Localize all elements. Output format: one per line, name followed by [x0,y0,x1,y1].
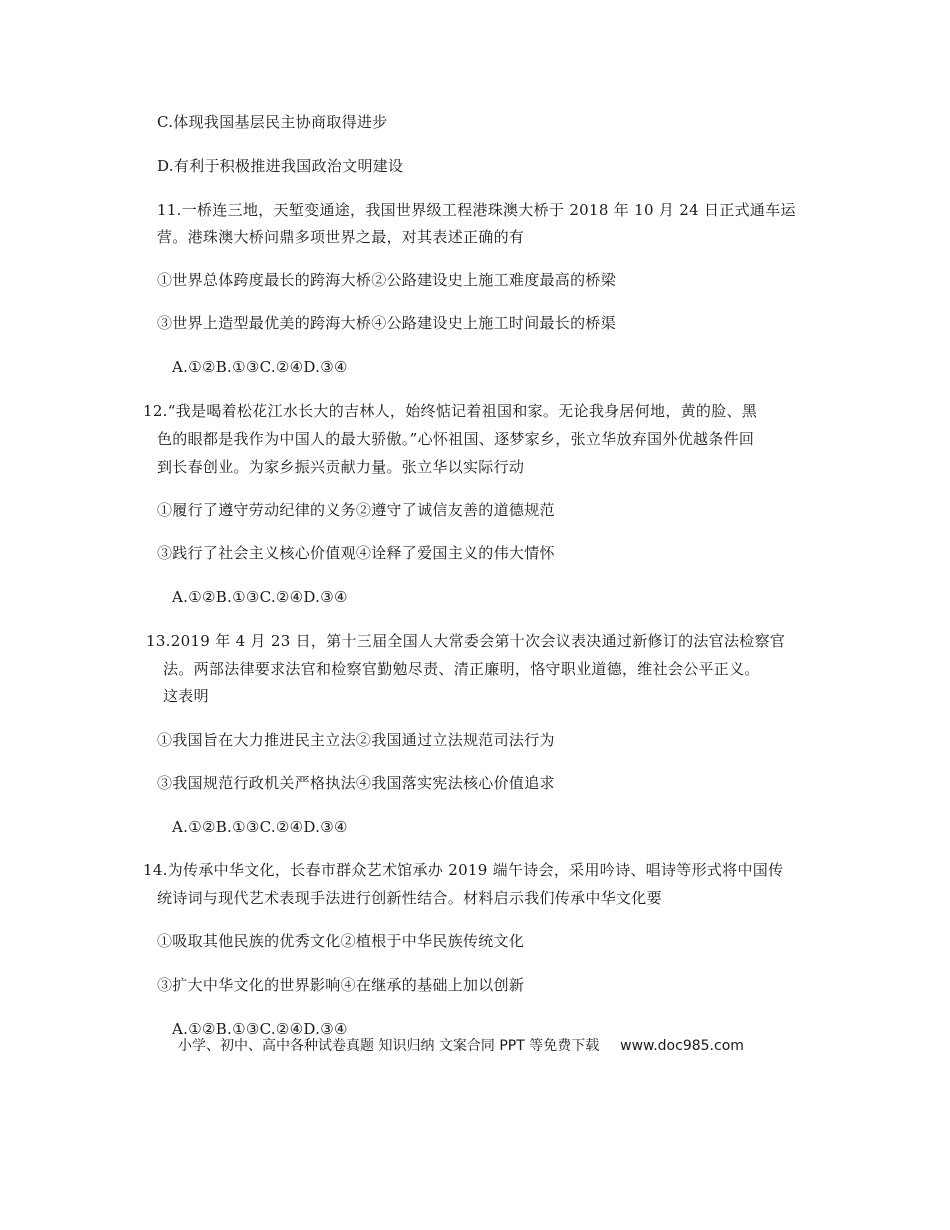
q13-stem-line-3: 这表明 [163,687,209,705]
q12-answer-options: A.①②B.①③C.②④D.③④ [172,588,348,606]
footer-url[interactable]: www.doc985.com [620,1038,744,1054]
q11-stem-line-1: 11.一桥连三地，天堑变通途，我国世界级工程港珠澳大桥于 2018 年 10 月 24 日正式通车运 [157,201,796,219]
q14-stem-line-2: 统诗词与现代艺术表现手法进行创新性结合。材料启示我们传承中华文化要 [157,889,662,907]
q11-statements-1-2: ①世界总体跨度最长的跨海大桥②公路建设史上施工难度最高的桥梁 [157,271,617,289]
q12-stem-line-3: 到长春创业。为家乡振兴贡献力量。张立华以实际行动 [157,458,525,476]
q10-option-c: C.体现我国基层民主协商取得进步 [157,113,388,131]
q14-answer-options: A.①②B.①③C.②④D.③④ [172,1020,348,1038]
q13-answer-options: A.①②B.①③C.②④D.③④ [172,818,348,836]
q12-stem-line-1: 12.“我是喝着松花江水长大的吉林人，始终惦记着祖国和家。无论我身居何地，黄的脸、黑 [143,402,758,420]
footer-banner [178,1036,744,1056]
q14-statements-1-2: ①吸取其他民族的优秀文化②植根于中华民族传统文化 [157,932,525,950]
q12-stem-line-2: 色的眼都是我作为中国人的最大骄傲。”心怀祖国、逐梦家乡，张立华放弃国外优越条件回 [157,430,755,448]
q14-stem-line-1: 14.为传承中华文化，长春市群众艺术馆承办 2019 端午诗会，采用吟诗、唱诗等形式将中国传 [143,861,784,879]
footer-text: 小学、初中、高中各种试卷真题 知识归纳 文案合同 PPT 等免费下载 [178,1038,600,1054]
q11-stem-line-2: 营。港珠澳大桥问鼎多项世界之最，对其表述正确的有 [157,228,525,246]
q12-statements-1-2: ①履行了遵守劳动纪律的义务②遵守了诚信友善的道德规范 [157,501,555,519]
q11-answer-options: A.①②B.①③C.②④D.③④ [172,358,348,376]
q14-statements-3-4: ③扩大中华文化的世界影响④在继承的基础上加以创新 [157,976,525,994]
q11-statements-3-4: ③世界上造型最优美的跨海大桥④公路建设史上施工时间最长的桥渠 [157,314,617,332]
q13-statements-3-4: ③我国规范行政机关严格执法④我国落实宪法核心价值追求 [157,774,555,792]
q13-statements-1-2: ①我国旨在大力推进民主立法②我国通过立法规范司法行为 [157,731,555,749]
q10-option-d: D.有利于积极推进我国政治文明建设 [157,157,404,175]
q13-stem-line-1: 13.2019 年 4 月 23 日，第十三届全国人大常委会第十次会议表决通过新修订的法官法检察官 [146,632,786,650]
q13-stem-line-2: 法。两部法律要求法官和检察官勤勉尽责、清正廉明，恪守职业道德，维社会公平正义。 [163,660,760,678]
q12-statements-3-4: ③践行了社会主义核心价值观④诠释了爱国主义的伟大情怀 [157,544,555,562]
